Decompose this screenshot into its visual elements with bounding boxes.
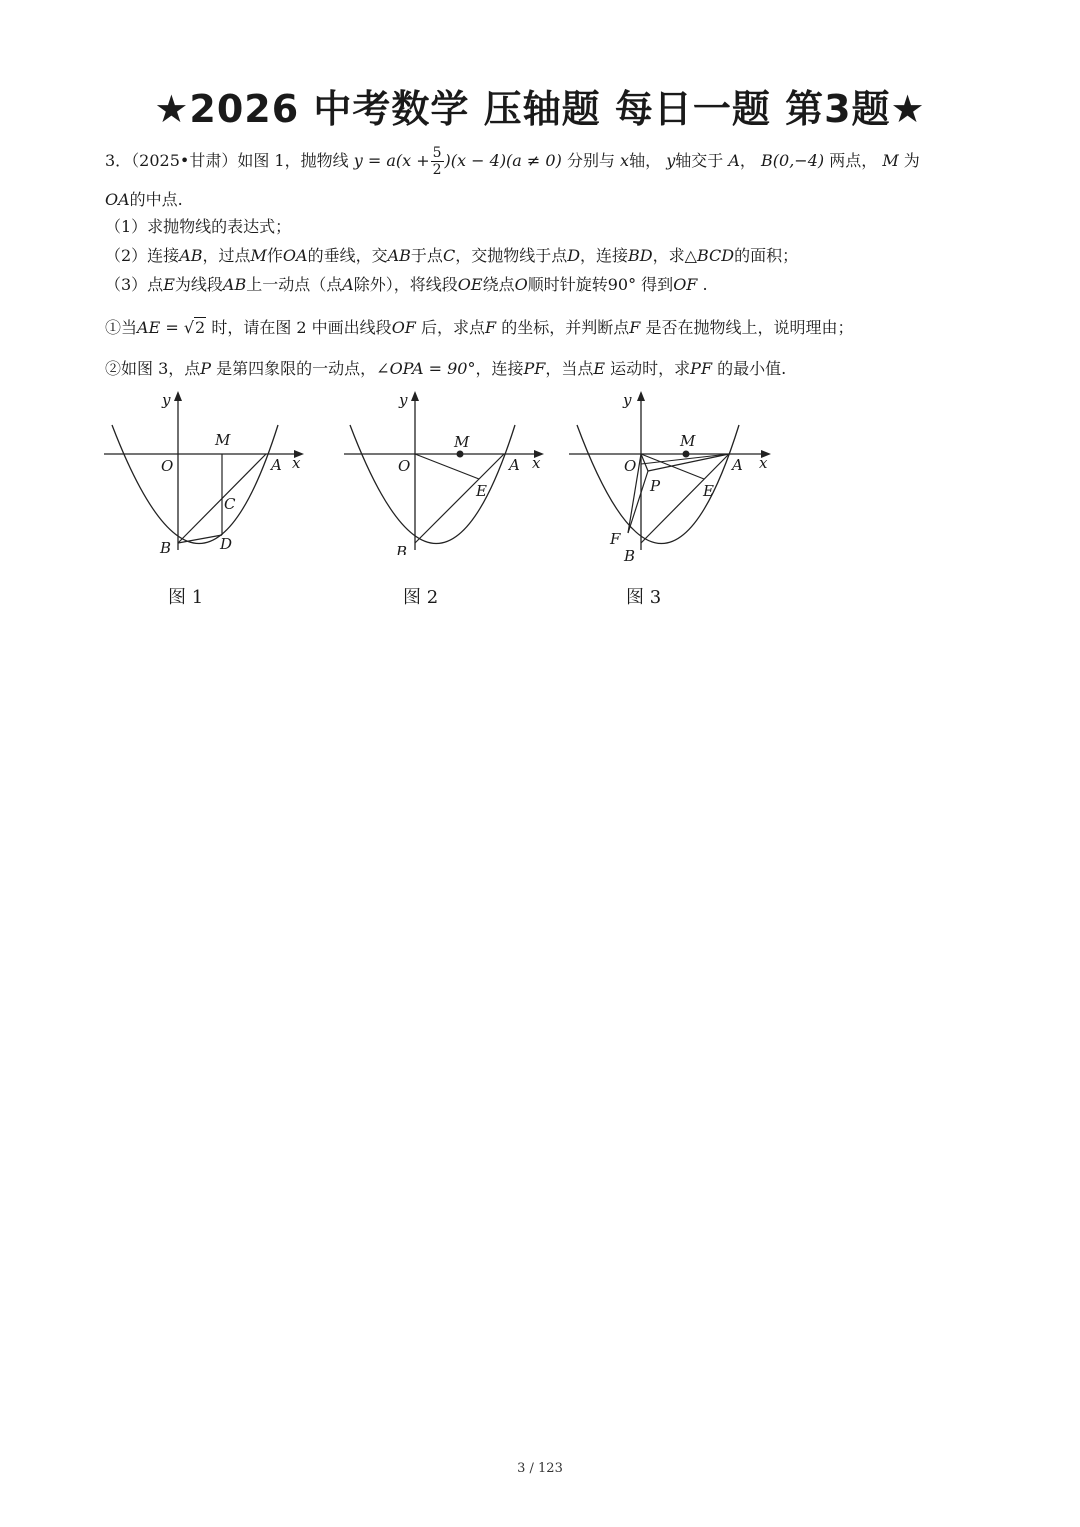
s1-text-b: 时，请在图 2 中画出线段 xyxy=(211,318,392,337)
figure-2 xyxy=(340,385,550,559)
label-o: O xyxy=(624,457,637,475)
s1-equals: = xyxy=(165,318,179,337)
q3-text-b: 为线段 xyxy=(174,275,223,294)
intro-text-c: 轴， xyxy=(629,151,662,170)
q3-segment-oe: OE xyxy=(457,275,483,294)
intro-text-b: 分别与 xyxy=(566,151,615,170)
sub-question-2 xyxy=(105,358,786,380)
s1-root-sign: √ xyxy=(183,318,195,337)
s2-text-d: ，当点 xyxy=(545,359,594,378)
s1-text-e: 是否在抛物线上，说明理由； xyxy=(645,318,854,337)
label-x: x xyxy=(759,454,768,472)
intro-text-d: 轴交于 xyxy=(675,151,724,170)
label-e: E xyxy=(476,482,487,500)
s2-point-e: E xyxy=(593,359,606,378)
figure-3-diagram xyxy=(565,385,780,570)
label-x: x xyxy=(532,454,541,472)
y-axis-arrow-icon xyxy=(411,391,419,401)
figure-1 xyxy=(100,385,310,559)
q2-text-h: ，求△ xyxy=(652,246,697,265)
q2-text-a: （2）连接 xyxy=(105,246,180,265)
question-2 xyxy=(105,245,798,267)
s2-text-c: ，连接 xyxy=(475,359,524,378)
q2-segment-bd: BD xyxy=(628,246,653,265)
point-b-coords: B(0,−4) xyxy=(761,151,825,170)
s2-text-f: 的最小值. xyxy=(717,359,787,378)
point-m-label: M xyxy=(882,151,899,170)
figure-2-caption: 图 2 xyxy=(403,587,439,608)
y-axis-arrow-icon xyxy=(637,391,645,401)
q2-text-c: 作 xyxy=(266,246,283,265)
segment-oa: OA xyxy=(105,190,130,209)
q2-segment-ab: AB xyxy=(179,246,203,265)
line2-text: 的中点. xyxy=(129,190,183,209)
sub-question-1 xyxy=(105,317,853,339)
q2-text-i: 的面积； xyxy=(734,246,799,265)
intro-text-a: 3．（2025•甘肃）如图 1，抛物线 xyxy=(105,151,349,170)
label-d: D xyxy=(220,535,233,553)
label-a: A xyxy=(509,456,520,474)
s1-segment-ae: AE xyxy=(137,318,161,337)
label-e: E xyxy=(703,482,714,500)
q3-text-a: （3）点 xyxy=(105,275,164,294)
formula-part-a: y = a(x + xyxy=(353,151,430,170)
q2-text-b: ，过点 xyxy=(202,246,251,265)
q3-point-a: A xyxy=(342,275,354,294)
y-variable: y xyxy=(666,151,676,170)
s2-text-a: ②如图 3，点 xyxy=(105,359,201,378)
figure-1-caption: 图 1 xyxy=(168,587,204,608)
s2-point-p: P xyxy=(200,359,212,378)
label-m: M xyxy=(680,432,696,450)
question-3 xyxy=(105,274,708,296)
fraction-numerator: 5 xyxy=(432,145,442,161)
point-a-label: A xyxy=(728,151,740,170)
segment-ab xyxy=(415,454,504,543)
segment-pa xyxy=(648,454,729,471)
problem-line-1 xyxy=(105,145,920,178)
s1-point-f-2: F xyxy=(629,318,641,337)
label-o: O xyxy=(161,457,174,475)
s2-segment-pf-2: PF xyxy=(690,359,713,378)
label-x: x xyxy=(292,454,301,472)
s2-text-e: 运动时，求 xyxy=(610,359,691,378)
s2-segment-pf: PF xyxy=(523,359,546,378)
q2-segment-oa: OA xyxy=(282,246,308,265)
intro-text-e: ， xyxy=(739,151,756,170)
page-title: ★2026 中考数学 压轴题 每日一题 第3题★ xyxy=(154,87,926,131)
q2-text-e: 于点 xyxy=(410,246,443,265)
segment-pf xyxy=(628,471,648,533)
page-number: 3 / 123 xyxy=(517,1461,563,1476)
figure-1-diagram xyxy=(100,385,310,555)
question-1: （1）求抛物线的表达式； xyxy=(105,217,292,236)
figure-3 xyxy=(565,385,780,574)
label-o: O xyxy=(398,457,411,475)
s1-radicand: 2 xyxy=(195,318,206,337)
s1-text-d: 的坐标，并判断点 xyxy=(501,318,630,337)
intro-text-g: 为 xyxy=(903,151,920,170)
q3-segment-of: OF xyxy=(673,275,698,294)
x-variable: x xyxy=(620,151,630,170)
label-c: C xyxy=(224,495,236,513)
s1-text-a: ①当 xyxy=(105,318,138,337)
q3-text-f: 顺时针旋转90° 得到 xyxy=(527,275,674,294)
q2-triangle-bcd: BCD xyxy=(696,246,735,265)
label-b: B xyxy=(624,547,636,565)
label-y: y xyxy=(623,391,632,409)
q2-point-d: D xyxy=(567,246,581,265)
s1-text-c: 后，求点 xyxy=(421,318,486,337)
q2-segment-ab-2: AB xyxy=(387,246,411,265)
q2-point-c: C xyxy=(442,246,456,265)
q3-text-d: 除外），将线段 xyxy=(353,275,458,294)
figure-3-caption: 图 3 xyxy=(626,587,662,608)
s1-segment-of: OF xyxy=(391,318,416,337)
s1-point-f: F xyxy=(485,318,497,337)
fraction-five-halves xyxy=(431,145,444,178)
q2-point-m: M xyxy=(250,246,267,265)
y-axis-arrow-icon xyxy=(174,391,182,401)
label-m: M xyxy=(215,431,231,449)
s2-angle-opa: ∠OPA = 90° xyxy=(376,359,476,378)
figure-2-diagram xyxy=(340,385,550,555)
q3-text-g: . xyxy=(702,275,708,294)
label-m: M xyxy=(454,433,470,451)
s2-text-b: 是第四象限的一动点， xyxy=(216,359,377,378)
segment-ab xyxy=(641,454,729,543)
point-m-dot xyxy=(457,451,464,458)
label-a: A xyxy=(732,456,743,474)
q2-text-f: ，交抛物线于点 xyxy=(455,246,568,265)
q3-segment-ab: AB xyxy=(222,275,247,294)
point-m-dot xyxy=(683,451,690,458)
problem-line-2 xyxy=(105,189,183,211)
q3-text-c: 上一动点（点 xyxy=(246,275,343,294)
q3-point-e: E xyxy=(163,275,175,294)
formula-part-b: )(x − 4)(a ≠ 0) xyxy=(444,151,562,170)
label-y: y xyxy=(162,391,171,409)
label-f: F xyxy=(610,530,621,548)
label-p: P xyxy=(650,477,661,495)
fraction-denominator: 2 xyxy=(432,162,442,178)
segment-oe xyxy=(415,454,479,479)
label-y: y xyxy=(399,391,408,409)
q3-text-e: 绕点 xyxy=(482,275,515,294)
label-a: A xyxy=(271,456,282,474)
label-b: B xyxy=(160,539,172,555)
intro-text-f: 两点， xyxy=(829,151,878,170)
q3-point-o: O xyxy=(514,275,528,294)
q2-text-d: 的垂线，交 xyxy=(307,246,388,265)
q2-text-g: ，连接 xyxy=(580,246,629,265)
label-b: B xyxy=(396,543,408,555)
